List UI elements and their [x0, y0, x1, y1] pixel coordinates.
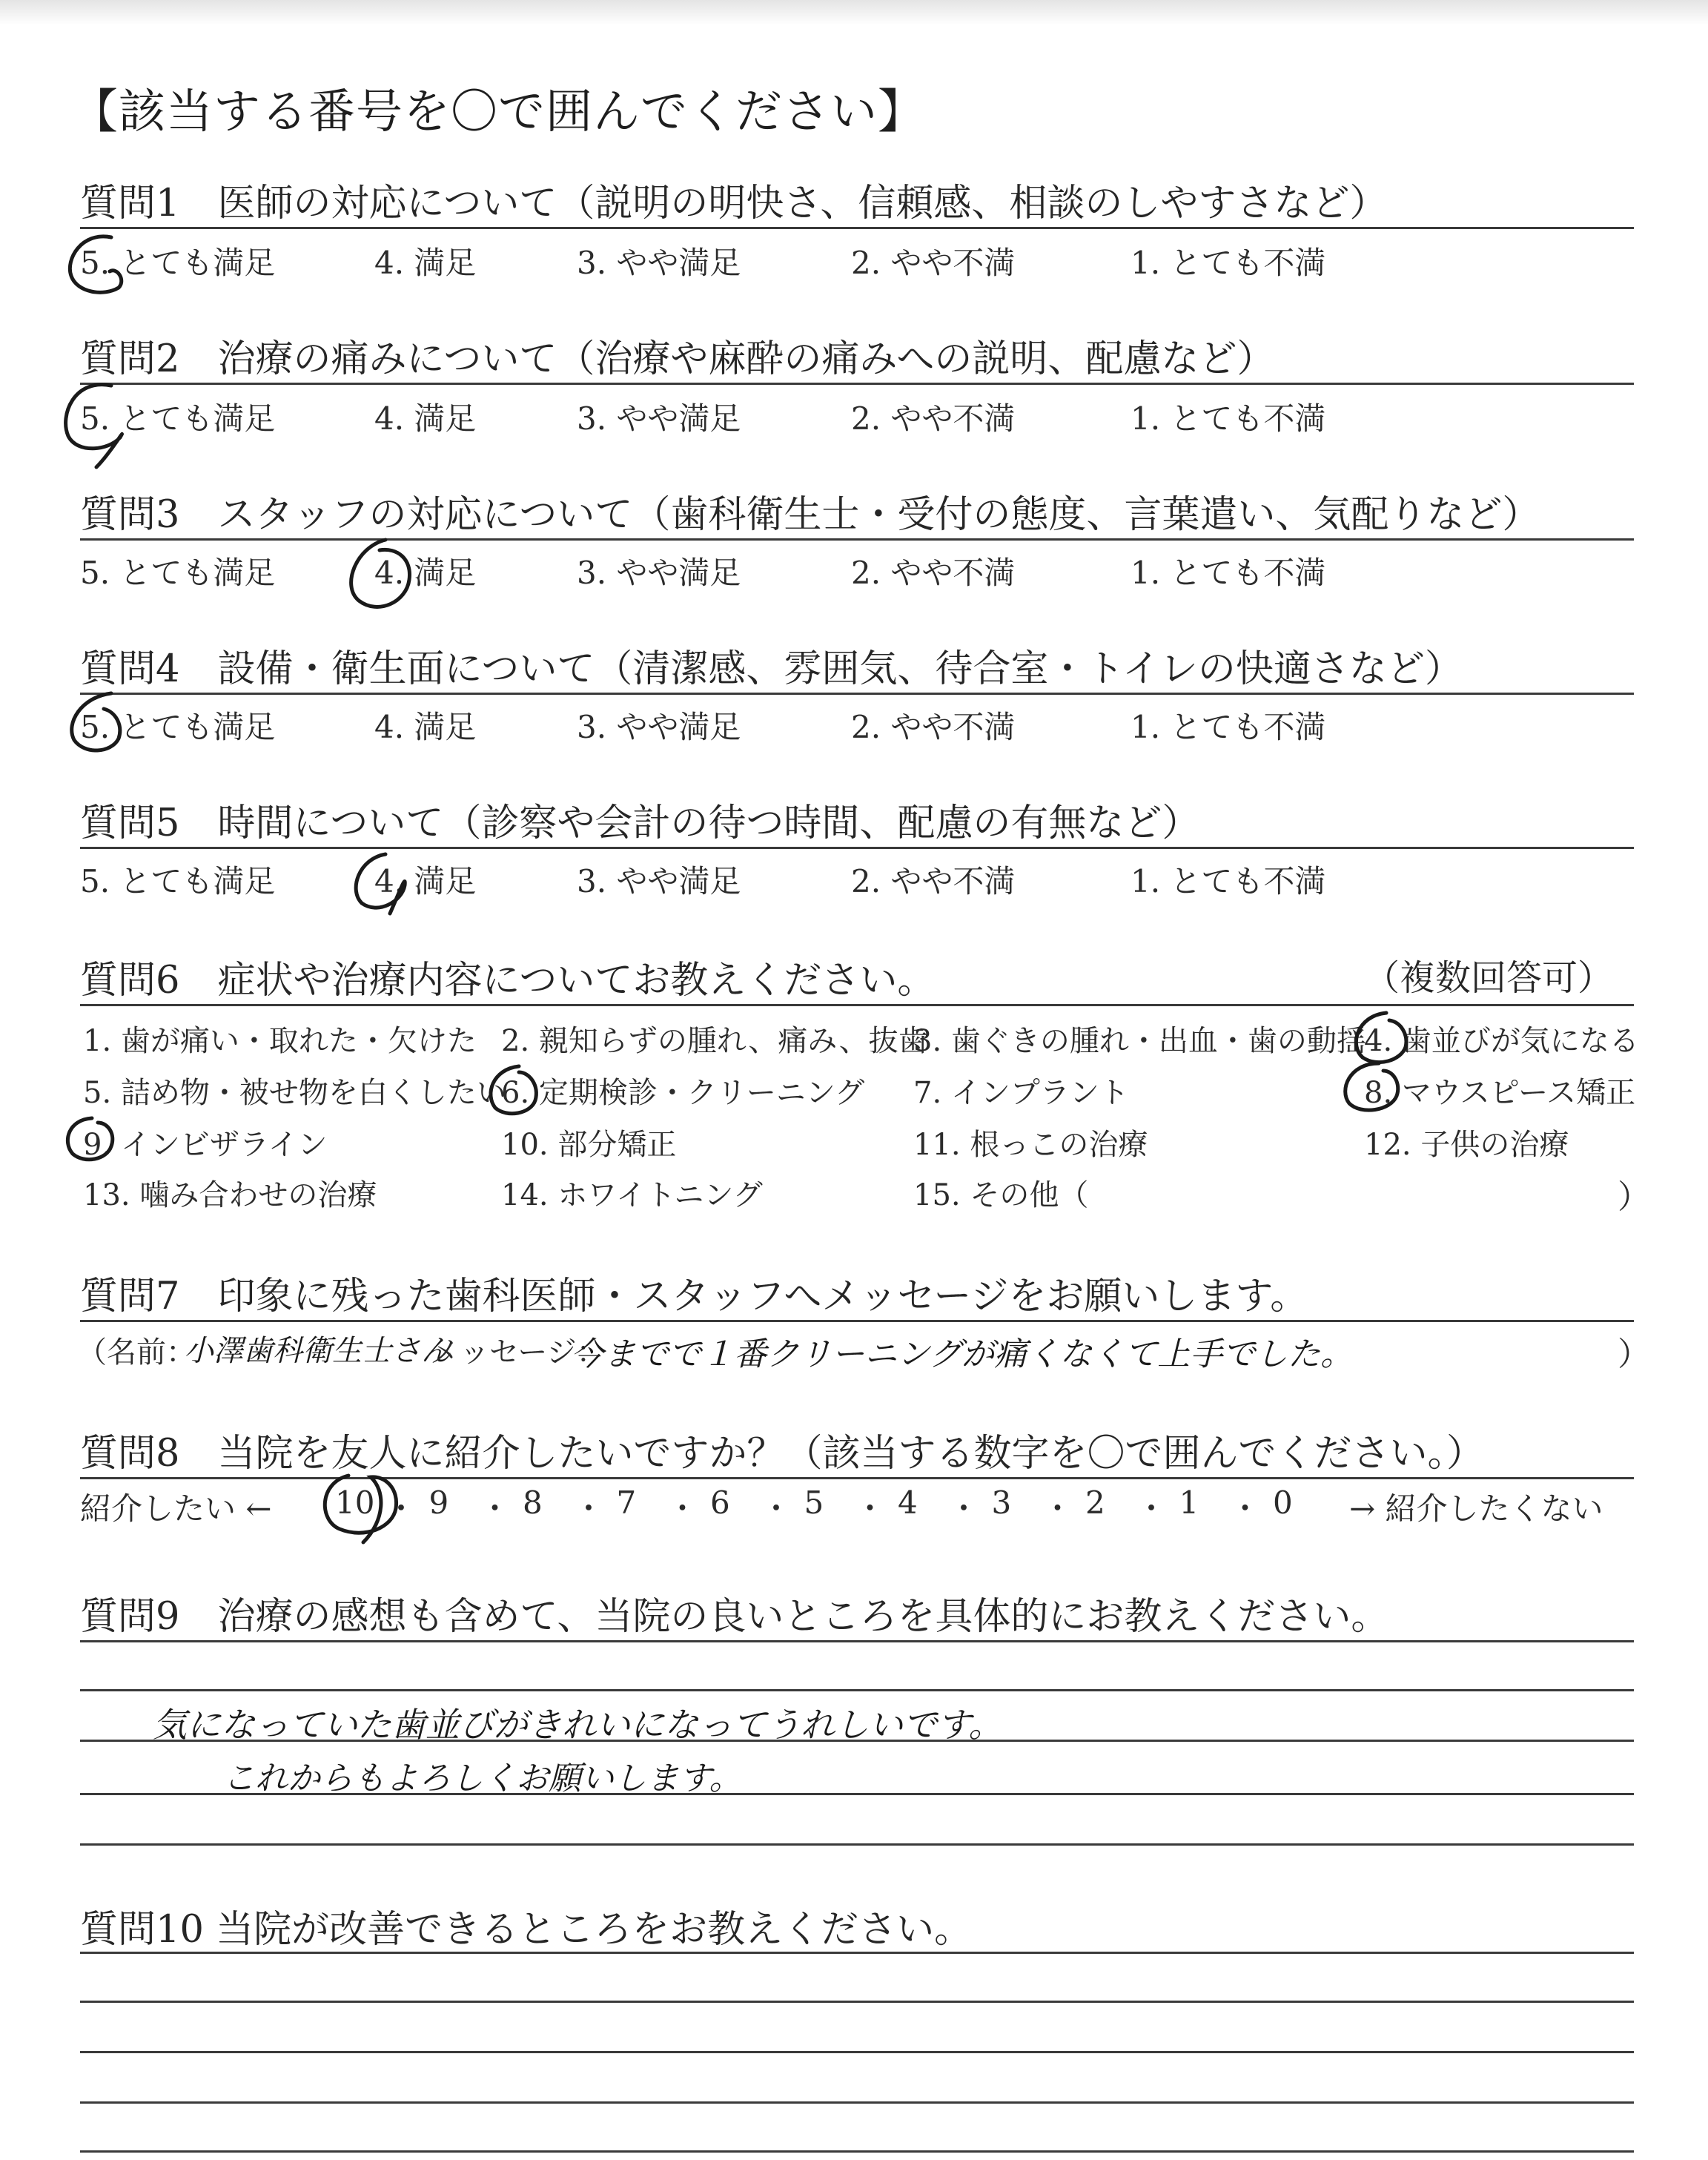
q3-option-3[interactable]: 3. やや満足	[577, 555, 741, 591]
q8-right-label: → 紹介したくない	[1349, 1490, 1603, 1527]
q6-item-1[interactable]: 1. 歯が痛い・取れた・欠けた	[83, 1024, 477, 1058]
q7-divider	[80, 1320, 1634, 1322]
q4-option-1[interactable]: 1. とても不満	[1131, 709, 1326, 745]
q3-option-1[interactable]: 1. とても不満	[1131, 555, 1326, 591]
q10-title: 質問10 当院が改善できるところをお教えください。	[80, 1908, 973, 1952]
q6-item-2[interactable]: 2. 親知らずの腫れ、痛み、抜歯	[501, 1024, 928, 1058]
q1-option-4[interactable]: 4. 満足	[374, 245, 477, 281]
q6-divider	[80, 1004, 1634, 1006]
q10-line-5	[80, 2150, 1634, 2153]
page-title: 【該当する番号を〇で囲んでください】	[71, 85, 925, 139]
q6-item-12[interactable]: 12. 子供の治療	[1364, 1128, 1569, 1162]
q6-note: （複数回答可）	[1364, 957, 1614, 999]
q3-option-5[interactable]: 5. とても満足	[80, 555, 276, 591]
q3-option-4[interactable]: 4. 満足	[374, 555, 477, 591]
q2-option-4[interactable]: 4. 満足	[374, 400, 477, 437]
q6-item-7[interactable]: 7. インプラント	[913, 1076, 1129, 1110]
q6-item-4[interactable]: 4. 歯並びが気になる	[1364, 1024, 1639, 1058]
q2-title: 質問2 治療の痛みについて（治療や麻酔の痛みへの説明、配慮など）	[80, 337, 1275, 381]
q8-scale-1[interactable]: 1	[1179, 1484, 1199, 1521]
q7-name-label: （名前：	[77, 1335, 196, 1370]
q7-close-paren: ）	[1618, 1335, 1650, 1373]
q9-answer-line-2[interactable]: これからもよろしくお願いします。	[222, 1760, 742, 1797]
q7-message-label: メッセージ：	[430, 1335, 606, 1370]
q5-option-2[interactable]: 2. やや不満	[851, 863, 1016, 899]
q8-title: 質問8 当院を友人に紹介したいですか？（該当する数字を〇で囲んでください。）	[80, 1432, 1484, 1476]
q5-divider	[80, 847, 1634, 849]
q10-line-1	[80, 1952, 1634, 1954]
q6-item-13[interactable]: 13. 噛み合わせの治療	[83, 1178, 377, 1212]
q8-scale-8[interactable]: 8	[523, 1484, 543, 1521]
q2-option-1[interactable]: 1. とても不満	[1131, 400, 1326, 437]
q8-scale-7[interactable]: 7	[616, 1484, 637, 1521]
q4-option-5[interactable]: 5. とても満足	[80, 709, 276, 745]
q4-title: 質問4 設備・衛生面について（清潔感、雰囲気、待合室・トイレの快適さなど）	[80, 647, 1463, 691]
q6-item-3[interactable]: 3. 歯ぐきの腫れ・出血・歯の動揺	[913, 1024, 1366, 1058]
q1-title: 質問1 医師の対応について（説明の明快さ、信頼感、相談のしやすさなど）	[80, 182, 1388, 225]
q4-option-4[interactable]: 4. 満足	[374, 709, 477, 745]
q8-scale-separator: ・	[1042, 1490, 1073, 1527]
q9-line-1	[80, 1640, 1634, 1642]
q1-divider	[80, 227, 1634, 229]
q8-left-label: 紹介したい ←	[80, 1490, 272, 1527]
q8-scale-5[interactable]: 5	[804, 1484, 824, 1521]
q6-item-15[interactable]: 15. その他（	[913, 1178, 1089, 1212]
q8-scale-10[interactable]: 10	[335, 1484, 375, 1521]
q6-other-close-paren: ）	[1618, 1178, 1650, 1216]
q9-line-5	[80, 1843, 1634, 1846]
q6-item-11[interactable]: 11. 根っこの治療	[913, 1128, 1148, 1162]
q7-message-handwritten[interactable]: 今までで１番クリーニングが痛くなくて上手でした。	[571, 1335, 1354, 1373]
q6-item-10[interactable]: 10. 部分矯正	[501, 1128, 677, 1162]
q8-scale-separator: ・	[573, 1490, 605, 1527]
q1-option-1[interactable]: 1. とても不満	[1131, 245, 1326, 281]
q8-scale-2[interactable]: 2	[1085, 1484, 1105, 1521]
q2-option-5[interactable]: 5. とても満足	[80, 400, 276, 437]
q3-divider	[80, 538, 1634, 541]
q5-title: 質問5 時間について（診察や会計の待つ時間、配慮の有無など）	[80, 802, 1200, 845]
q6-item-5[interactable]: 5. 詰め物・被せ物を白くしたい	[83, 1076, 506, 1110]
q6-item-9[interactable]: 9. インビザライン	[83, 1128, 328, 1162]
q6-item-14[interactable]: 14. ホワイトニング	[501, 1178, 763, 1212]
q3-option-2[interactable]: 2. やや不満	[851, 555, 1016, 591]
q8-divider	[80, 1477, 1634, 1479]
q5-option-1[interactable]: 1. とても不満	[1131, 863, 1326, 899]
scan-edge-shade	[0, 0, 1708, 25]
q1-option-2[interactable]: 2. やや不満	[851, 245, 1016, 281]
q8-scale-separator: ・	[385, 1490, 417, 1527]
q8-scale-separator: ・	[1229, 1490, 1261, 1527]
q5-option-5[interactable]: 5. とても満足	[80, 863, 276, 899]
q8-scale-9[interactable]: 9	[428, 1484, 449, 1521]
q8-scale-separator: ・	[479, 1490, 511, 1527]
q7-title: 質問7 印象に残った歯科医師・スタッフへメッセージをお願いします。	[80, 1275, 1308, 1318]
q8-scale-separator: ・	[1136, 1490, 1168, 1527]
q8-scale-6[interactable]: 6	[710, 1484, 730, 1521]
q8-scale-separator: ・	[761, 1490, 792, 1527]
q2-divider	[80, 383, 1634, 385]
q10-line-3	[80, 2051, 1634, 2053]
q6-item-6[interactable]: 6. 定期検診・クリーニング	[501, 1076, 865, 1110]
q8-scale-0[interactable]: 0	[1273, 1484, 1293, 1521]
q10-line-2	[80, 2001, 1634, 2003]
q8-scale-separator: ・	[666, 1490, 698, 1527]
q10-line-4	[80, 2101, 1634, 2104]
q2-option-3[interactable]: 3. やや満足	[577, 400, 741, 437]
q2-option-2[interactable]: 2. やや不満	[851, 400, 1016, 437]
q4-option-2[interactable]: 2. やや不満	[851, 709, 1016, 745]
q9-answer-line-1[interactable]: 気になっていた歯並びがきれいになってうれしいです。	[153, 1705, 1003, 1745]
q5-option-3[interactable]: 3. やや満足	[577, 863, 741, 899]
q3-title: 質問3 スタッフの対応について（歯科衛生士・受付の態度、言葉遣い、気配りなど）	[80, 493, 1540, 537]
q5-option-4[interactable]: 4. 満足	[374, 863, 477, 899]
q1-option-3[interactable]: 3. やや満足	[577, 245, 741, 281]
q6-item-8[interactable]: 8. マウスピース矯正	[1364, 1076, 1636, 1110]
q1-option-5[interactable]: 5. とても満足	[80, 245, 276, 281]
q8-scale-4[interactable]: 4	[898, 1484, 918, 1521]
q4-divider	[80, 693, 1634, 695]
q8-scale-separator: ・	[854, 1490, 886, 1527]
q6-title: 質問6 症状や治療内容についてお教えください。	[80, 959, 936, 1003]
q9-title: 質問9 治療の感想も含めて、当院の良いところを具体的にお教えください。	[80, 1595, 1389, 1639]
q8-scale-3[interactable]: 3	[991, 1484, 1012, 1521]
q9-line-2	[80, 1689, 1634, 1691]
q4-option-3[interactable]: 3. やや満足	[577, 709, 741, 745]
q7-name-handwritten[interactable]: 小澤歯科衛生士さん	[184, 1334, 451, 1368]
q8-scale-separator: ・	[948, 1490, 980, 1527]
